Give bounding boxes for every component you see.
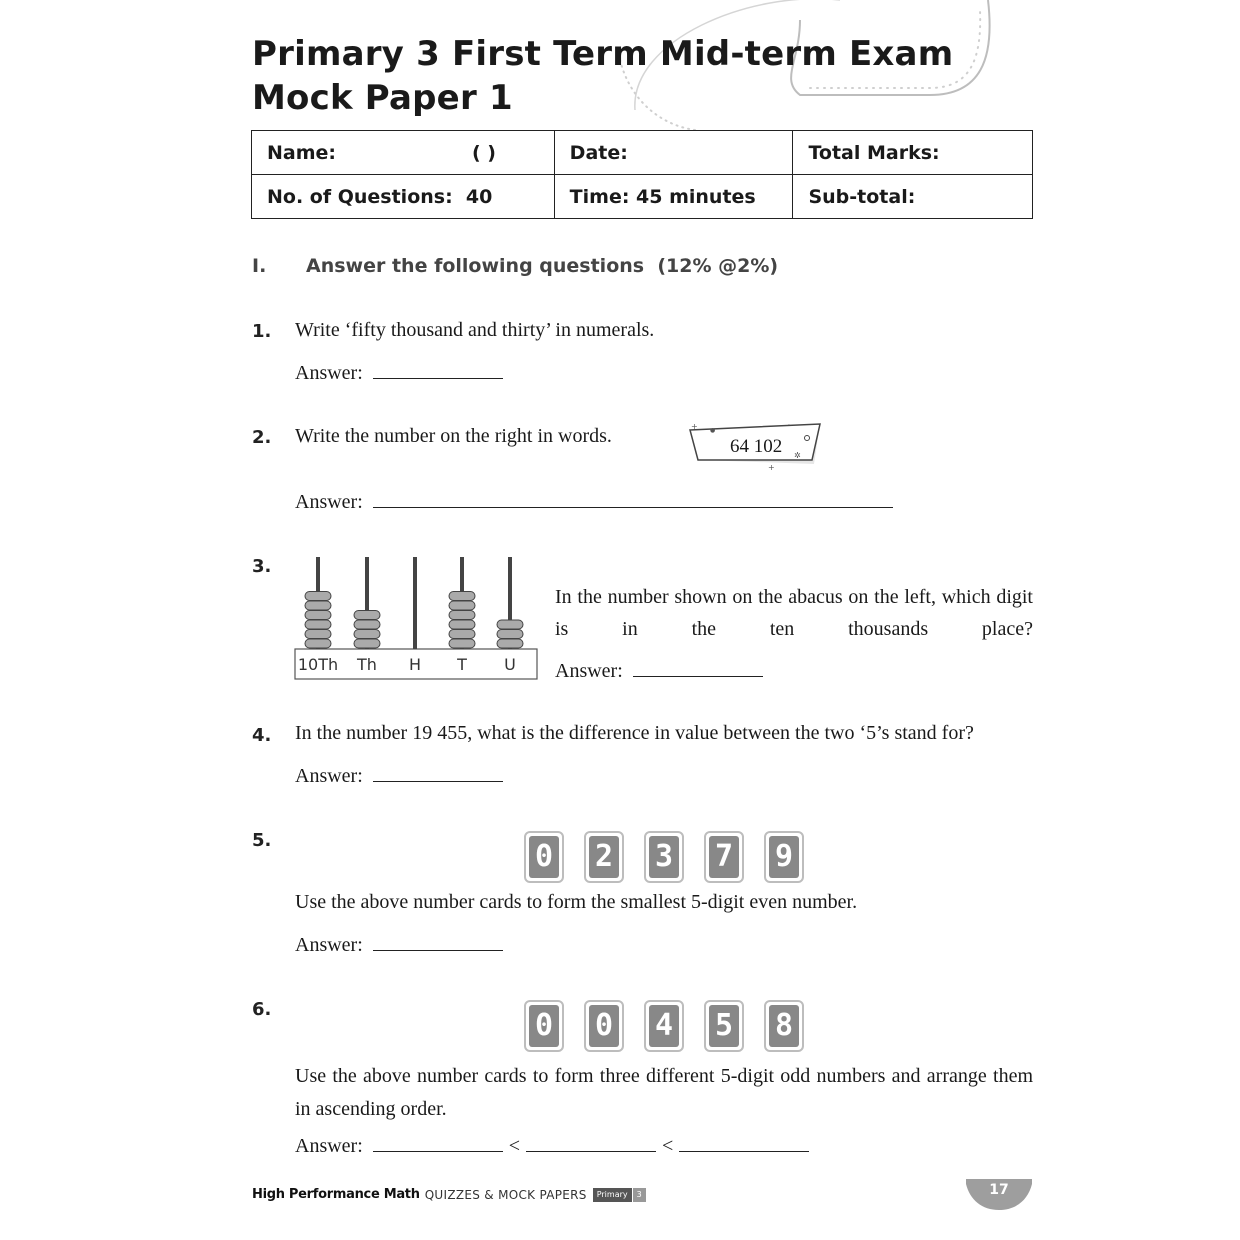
question-1-answer-blank[interactable]	[373, 360, 503, 379]
level-badge-label: Primary	[593, 1188, 632, 1202]
section-heading	[306, 255, 778, 277]
section-heading-text: Answer the following questions	[306, 255, 645, 277]
number-card-digit: 3	[649, 836, 679, 878]
number-card	[584, 831, 624, 883]
abacus-column-label: H	[408, 655, 422, 674]
question-5-answer-blank[interactable]	[373, 932, 503, 951]
abacus-bead	[305, 639, 331, 648]
question-3-text-content: In the number shown on the abacus on the left, which digit is in the ten thousands place?	[555, 586, 1033, 640]
footer-series-name: QUIZZES & MOCK PAPERS	[424, 1187, 587, 1202]
question-1-answer	[295, 360, 503, 385]
question-6-answer	[295, 1133, 809, 1158]
number-card-digit: 0	[529, 1005, 559, 1047]
abacus-bead	[305, 601, 331, 610]
subtotal-label: Sub-total:	[808, 185, 916, 208]
svg-text:+: +	[768, 463, 775, 472]
svg-text:·: ·	[788, 422, 790, 429]
question-5-number: 5.	[252, 830, 272, 851]
abacus-bead	[305, 630, 331, 639]
questions-value: 40	[465, 185, 493, 208]
number-card	[764, 1000, 804, 1052]
question-5-answer	[295, 932, 503, 957]
number-card-digit: 8	[769, 1005, 799, 1047]
number-card-digit: 9	[769, 836, 799, 878]
answer-label: Answer:	[295, 362, 363, 384]
title-line-1: Primary 3 First Term Mid-term Exam	[252, 34, 954, 74]
time-cell	[554, 175, 793, 219]
section-marks: (12% @2%)	[657, 255, 779, 277]
abacus-bead	[354, 620, 380, 629]
question-6-answer-blank-2[interactable]	[526, 1133, 656, 1152]
abacus-bead	[354, 639, 380, 648]
abacus-bead	[354, 630, 380, 639]
question-4-text: In the number 19 455, what is the difference in value between the two ‘5’s stand for?	[295, 722, 974, 744]
student-info-table	[251, 130, 1033, 219]
abacus-bead	[449, 592, 475, 601]
subtotal-cell[interactable]	[793, 175, 1033, 219]
number-card	[644, 1000, 684, 1052]
number-card-digit: 5	[709, 1005, 739, 1047]
svg-text:●: ●	[710, 427, 716, 434]
question-1-text: Write ‘fifty thousand and thirty’ in numerals.	[295, 319, 655, 341]
abacus-bead	[305, 611, 331, 620]
footer-brand	[252, 1187, 646, 1202]
number-card	[524, 1000, 564, 1052]
question-3-answer	[555, 658, 763, 683]
abacus-rod	[413, 557, 417, 649]
abacus-column-label: T	[457, 655, 467, 674]
number-card	[704, 831, 744, 883]
abacus-bead	[305, 592, 331, 601]
section-numeral: I.	[252, 255, 267, 277]
question-3-answer-blank[interactable]	[633, 658, 763, 677]
question-5-number-cards	[524, 831, 814, 883]
name-cell[interactable]	[252, 131, 555, 175]
abacus-bead	[497, 620, 523, 629]
level-badge	[593, 1188, 646, 1202]
less-than-sign: <	[662, 1135, 674, 1157]
answer-label: Answer:	[555, 660, 623, 682]
question-3-number: 3.	[252, 556, 272, 577]
svg-text:✲: ✲	[794, 451, 801, 460]
class-number-parens: ( )	[472, 141, 496, 164]
number-card	[704, 1000, 744, 1052]
question-2-answer-blank[interactable]	[373, 489, 893, 508]
number-card-digit: 4	[649, 1005, 679, 1047]
question-4-number: 4.	[252, 725, 272, 746]
name-label: Name:	[267, 141, 337, 164]
abacus-column-label: U	[504, 655, 516, 674]
number-card-digit: 0	[529, 836, 559, 878]
time-label: Time: 45 minutes	[569, 185, 756, 208]
question-6-text: Use the above number cards to form three different 5-digit odd numbers and arrange them in ascending order.	[295, 1065, 1033, 1120]
number-card	[584, 1000, 624, 1052]
date-label: Date:	[569, 141, 628, 164]
abacus-bead	[305, 620, 331, 629]
less-than-sign: <	[508, 1135, 521, 1157]
title-line-2: Mock Paper 1	[252, 78, 513, 118]
page-title	[252, 32, 953, 120]
abacus-bead	[497, 639, 523, 648]
number-card	[644, 831, 684, 883]
abacus-bead	[354, 611, 380, 620]
number-card	[764, 831, 804, 883]
answer-label: Answer:	[295, 1135, 363, 1157]
question-5-text: Use the above number cards to form the smallest 5-digit even number.	[295, 891, 858, 913]
question-2-answer	[295, 489, 893, 514]
answer-label: Answer:	[295, 765, 363, 787]
total-marks-cell[interactable]	[793, 131, 1033, 175]
abacus-bead	[497, 630, 523, 639]
footer-brand-name: High Performance Math	[252, 1187, 420, 1202]
number-card-digit: 7	[709, 836, 739, 878]
abacus-bead	[449, 639, 475, 648]
page-number: 17	[989, 1182, 1009, 1198]
number-card	[524, 831, 564, 883]
question-4-answer-blank[interactable]	[373, 763, 503, 782]
answer-label: Answer:	[295, 934, 363, 956]
level-badge-value: 3	[633, 1188, 646, 1202]
abacus-bead	[449, 611, 475, 620]
questions-count-cell	[252, 175, 555, 219]
answer-label: Answer:	[295, 491, 363, 513]
questions-label: No. of Questions:	[267, 185, 453, 208]
total-marks-label: Total Marks:	[808, 141, 940, 164]
abacus-bead	[449, 630, 475, 639]
abacus-figure	[294, 555, 540, 681]
question-4-answer	[295, 763, 503, 788]
question-1-number: 1.	[252, 321, 272, 342]
abacus-bead	[449, 601, 475, 610]
abacus-bead	[449, 620, 475, 629]
number-sign-value: 64 102	[730, 436, 783, 457]
question-6-number-cards	[524, 1000, 814, 1052]
abacus-column-label: 10Th	[297, 655, 339, 674]
question-6-answer-blank-1[interactable]	[373, 1133, 503, 1152]
abacus-column-label: Th	[357, 655, 377, 674]
question-3-text	[555, 581, 1033, 645]
date-cell[interactable]	[554, 131, 793, 175]
question-6-answer-blank-3[interactable]	[679, 1133, 809, 1152]
number-card-digit: 0	[589, 1005, 619, 1047]
question-2-text: Write the number on the right in words.	[295, 425, 612, 447]
svg-text:+: +	[691, 422, 698, 431]
question-2-number: 2.	[252, 427, 272, 448]
number-card-digit: 2	[589, 836, 619, 878]
question-6-number: 6.	[252, 999, 272, 1020]
number-sign-figure	[686, 420, 826, 472]
